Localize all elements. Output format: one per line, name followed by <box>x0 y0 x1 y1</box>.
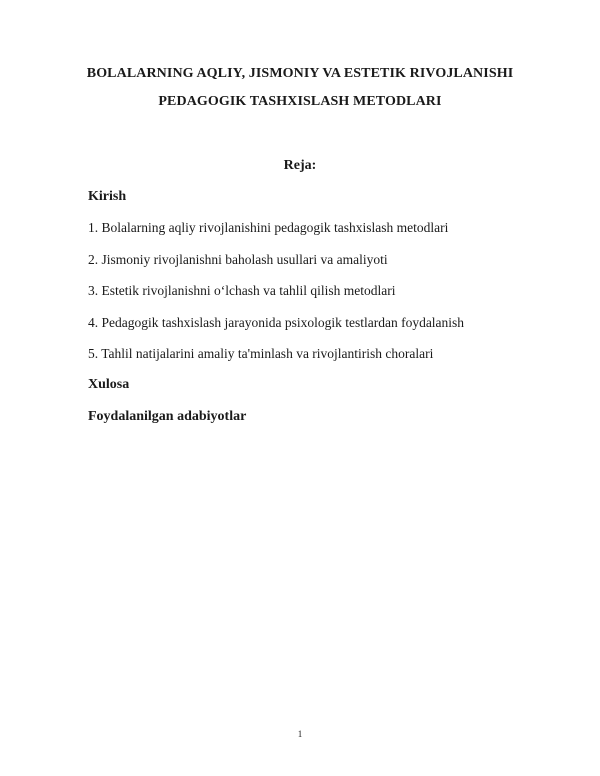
references-heading: Foydalanilgan adabiyotlar <box>88 409 247 424</box>
intro-heading: Kirish <box>88 189 127 204</box>
plan-item-3: 3. Estetik rivojlanishni o‘lchash va tahlil qilish metodlari <box>88 283 396 298</box>
document-title-line-2: PEDAGOGIK TASHXISLASH METODLARI <box>158 94 442 109</box>
plan-list <box>88 219 464 377</box>
document-title-line-1: BOLALARNING AQLIY, JISMONIY VA ESTETIK RIVOJLANISHI <box>86 66 514 81</box>
plan-item-1: 1. Bolalarning aqliy rivojlanishini pedagogik tashxislash metodlari <box>88 220 449 235</box>
plan-item-4: 4. Pedagogik tashxislash jarayonida psixologik testlardan foydalanish <box>88 314 465 330</box>
page-number: 1 <box>297 729 303 739</box>
plan-item-2: 2. Jismoniy rivojlanishni baholash usullari va amaliyoti <box>88 251 388 267</box>
conclusion-heading: Xulosa <box>88 377 130 392</box>
plan-item-5: 5. Tahlil natijalarini amaliy ta'minlash va rivojlantirish choralari <box>88 346 434 361</box>
plan-heading: Reja: <box>283 158 317 173</box>
